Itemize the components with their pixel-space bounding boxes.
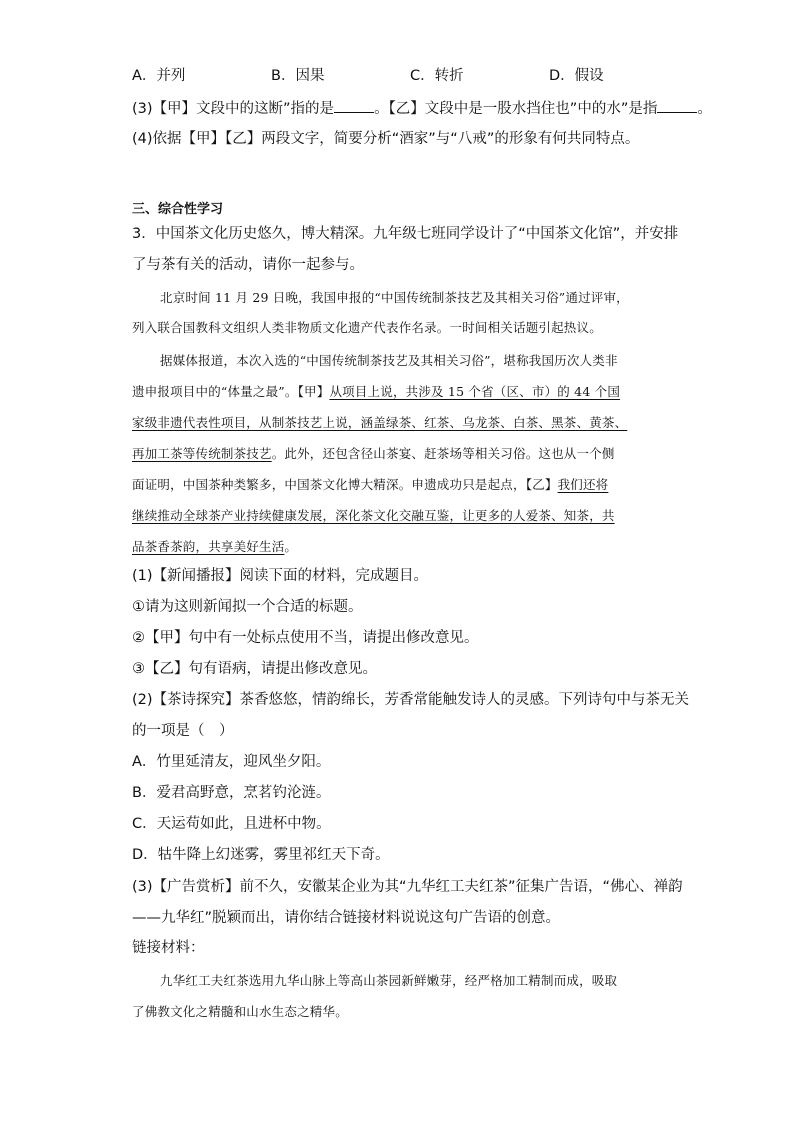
sub-question-1: (1)【新闻播报】阅读下面的材料，完成题目。 [132,568,429,584]
sub-question-3-line-1: (3)【广告赏析】前不久，安徽某企业为其“九华红工夫红茶”征集广告语，“佛心、禅韵 [132,879,683,895]
sentence-yi-part-1: 我们还将 [557,477,609,492]
option-b: B．因果 [271,68,325,84]
answer-blank-1[interactable] [334,98,374,113]
sentence-yi-part-3: 品茶香茶韵，共享美好生活 [132,539,285,554]
news-p2-line-7-rest: 。 [284,539,298,554]
question-intro-line-1: 3．中国茶文化历史悠久，博大精深。九年级七班同学设计了“中国茶文化馆”，并安排 [132,226,679,242]
news-p2-line-3 [132,413,627,433]
answer-blank-2[interactable] [657,98,697,113]
news-p2-line-5 [132,475,608,495]
news-p1-line-2: 列入联合国教科文组织人类非物质文化遗产代表作名录。一时间相关话题引起热议。 [132,320,602,335]
sub-question-2-line-2: 的一项是（ ） [132,723,234,739]
news-p2-line-4 [132,444,615,464]
option-c: C．转折 [410,68,464,84]
question-3-part2: 。【乙】文段中是一股水挡住也”中的水”是指 [374,101,658,117]
question-3-part1: (3)【甲】文段中的这断”指的是 [132,101,335,117]
sentence-yi-part-2: 继续推动全球茶产业持续健康发展，深化茶文化交融互鉴，让更多的人爱茶、知茶，共 [132,508,615,523]
news-p2-line-2-text: 遗申报项目中的“体量之最”。【甲】 [132,384,330,399]
option-a: A．并列 [132,68,186,84]
sub-question-2-line-1: (2)【茶诗探究】茶香悠悠，情韵绵长，芳香常能触发诗人的灵感。下列诗句中与茶无关 [132,692,690,708]
news-p2-line-7 [132,537,297,557]
news-p1-line-1: 北京时间 11 月 29 日晚，我国申报的“中国传统制茶技艺及其相关习俗”通过评审， [160,290,629,305]
news-p2-line-4-rest: 。此外，还包含径山茶宴、赶茶场等相关习俗。这也从一个侧 [271,446,615,461]
news-p2-line-2 [132,382,620,402]
sub-question-2-option-a: A．竹里延清友，迎风坐夕阳。 [132,754,331,770]
sentence-jia-part-1: 从项目上说，共涉及 15 个省（区、市）的 44 个国 [329,384,621,399]
question-intro-line-2: 了与茶有关的活动，请你一起参与。 [132,257,364,273]
link-material-label: 链接材料： [132,940,205,956]
sub-question-1-item-3: ③【乙】句有语病，请提出修改意见。 [132,661,377,677]
link-material-line-1: 九华红工夫红茶选用九华山脉上等高山茶园新鲜嫩芽，经严格加工精制而成，吸取 [160,973,618,988]
news-p2-line-6 [132,506,615,526]
sentence-jia-part-3: 再加工茶等传统制茶技艺 [132,446,272,461]
sub-question-2-option-c: C．天运苟如此，且进杯中物。 [132,816,331,832]
section-title: 三、综合性学习 [132,202,224,217]
sentence-jia-part-2: 家级非遗代表性项目，从制茶技艺上说，涵盖绿茶、红茶、乌龙茶、白茶、黑茶、黄茶、 [132,415,628,430]
sub-question-3-line-2: ——九华红”脱颖而出，请你结合链接材料说说这句广告语的创意。 [132,910,561,926]
question-4-line: (4)依据【甲】【乙】两段文字，简要分析“酒家”与“八戒”的形象有何共同特点。 [132,131,640,147]
sub-question-2-option-b: B．爱君高野意，烹茗钓沦涟。 [132,785,331,801]
sub-question-1-item-1: ①请为这则新闻拟一个合适的标题。 [132,599,363,615]
option-d: D．假设 [549,68,604,84]
news-p2-line-5-text: 面证明，中国茶种类繁多，中国茶文化博大精深。申遗成功只是起点，【乙】 [132,477,558,492]
sub-question-1-item-2: ②【甲】句中有一处标点使用不当，请提出修改意见。 [132,630,479,646]
news-p2-line-1: 据媒体报道，本次入选的“中国传统制茶技艺及其相关习俗”，堪称我国历次人类非 [160,353,618,368]
question-3-line [132,98,712,119]
link-material-line-2: 了佛教文化之精髓和山水生态之精华。 [132,1004,348,1019]
sub-question-2-option-d: D．牯牛降上幻迷雾，雾里祁红天下奇。 [132,847,390,863]
question-3-part3: 。 [697,101,712,117]
